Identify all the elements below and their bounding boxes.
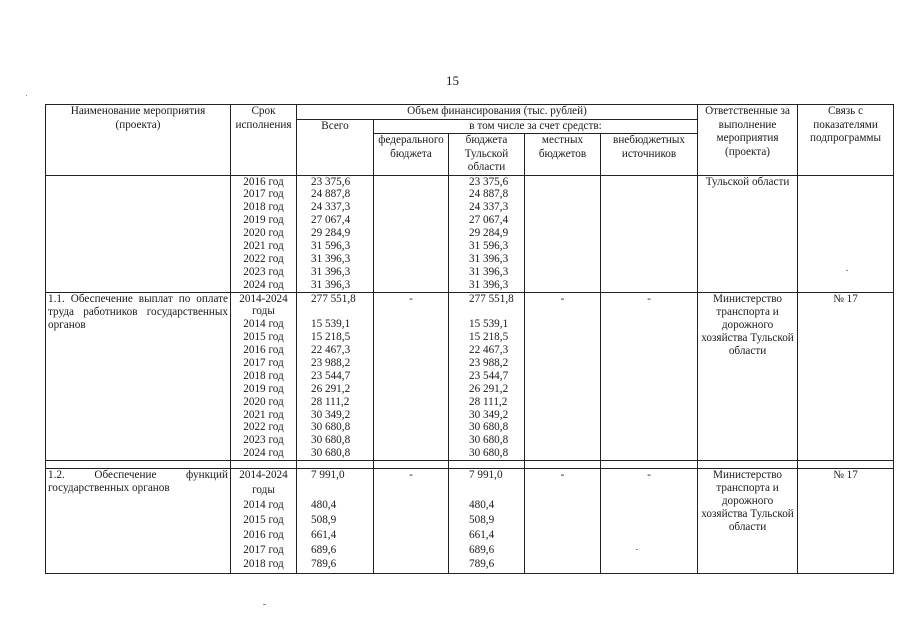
regional-value: 26 291,2: [469, 382, 509, 395]
header-regional: бюджета Тульской области: [449, 134, 525, 176]
federal-text: -: [409, 469, 413, 482]
regional-value: 22 467,3: [469, 344, 509, 357]
regional-value: 24 337,3: [469, 201, 509, 214]
regional-value: 661,4: [469, 528, 495, 541]
years-value: 2023 год: [243, 434, 284, 447]
years-value: годы: [252, 483, 275, 496]
regional-value: [469, 305, 522, 318]
cell-total: [297, 469, 374, 574]
cell-link: [798, 469, 894, 574]
header-funding: Объем финансирования (тыс. рублей): [297, 105, 698, 120]
cell-regional: [449, 292, 525, 461]
total-value: 29 284,9: [311, 227, 351, 240]
regional-value: 28 111,2: [469, 395, 508, 408]
years-value: 2018 год: [243, 201, 284, 214]
years-value: 2019 год: [243, 382, 284, 395]
total-value: 31 396,3: [311, 265, 351, 278]
cell-responsible: [698, 469, 798, 574]
total-value: 22 467,3: [311, 344, 351, 357]
regional-value: 15 218,5: [469, 331, 509, 344]
header-term: Срок исполнения: [231, 105, 297, 176]
total-value: 7 991,0: [311, 469, 345, 482]
years-value: 2015 год: [243, 331, 284, 344]
years-value: 2018 год: [243, 558, 284, 571]
years-value: 2014 год: [243, 318, 284, 331]
responsible-text: Министерство транспорта и дорожного хозяйства Тульской области: [701, 469, 794, 534]
link-text: № 17: [833, 292, 858, 305]
total-value: 31 396,3: [311, 252, 351, 265]
local-text: -: [560, 469, 565, 482]
cell-extra: [601, 469, 698, 574]
header-name: Наименование мероприятия (проекта): [46, 105, 231, 176]
total-value: 15 218,5: [311, 331, 351, 344]
responsible-text: Тульской области: [705, 175, 790, 188]
years-value: 2016 год: [243, 175, 284, 188]
header-total: Всего: [297, 119, 374, 175]
years-value: 2014-2024: [239, 292, 288, 305]
years-value: 2024 год: [243, 278, 284, 291]
years-value: годы: [252, 305, 275, 318]
regional-value: 30 680,8: [469, 447, 509, 460]
cell-years: [231, 292, 297, 461]
cell-extra: [601, 175, 698, 292]
total-value: 31 396,3: [311, 278, 351, 291]
total-value: 508,9: [311, 513, 337, 526]
regional-value: 789,6: [469, 558, 495, 571]
total-value: [311, 484, 371, 499]
cell-local: [525, 469, 601, 574]
cell-name: [46, 292, 231, 461]
regional-value: 31 596,3: [469, 239, 509, 252]
total-value: 480,4: [311, 498, 337, 511]
years-value: 2020 год: [243, 227, 284, 240]
regional-value: 30 349,2: [469, 408, 509, 421]
cell-local: [525, 292, 601, 461]
regional-value: 23 375,6: [469, 175, 509, 188]
cell-extra: [601, 292, 698, 461]
years-value: 2023 год: [243, 265, 284, 278]
regional-value: 23 988,2: [469, 356, 509, 369]
federal-text: -: [409, 292, 413, 305]
total-value: 661,4: [311, 528, 337, 541]
total-value: 15 539,1: [311, 318, 351, 331]
header-federal: федерального бюджета: [374, 134, 449, 176]
regional-value: 31 396,3: [469, 265, 509, 278]
years-value: 2015 год: [243, 513, 284, 526]
regional-value: 689,6: [469, 543, 495, 556]
total-value: 24 337,3: [311, 201, 351, 214]
spacer-row: [46, 461, 894, 469]
years-value: 2017 год: [243, 188, 284, 201]
page-number: 15: [446, 73, 459, 88]
years-value: 2016 год: [243, 344, 284, 357]
regional-value: 29 284,9: [469, 227, 509, 240]
total-value: 30 680,8: [311, 434, 351, 447]
total-value: 31 596,3: [311, 239, 351, 252]
cell-name: [46, 469, 231, 574]
regional-value: 7 991,0: [469, 469, 503, 482]
years-value: 2017 год: [243, 356, 284, 369]
years-value: 2017 год: [243, 543, 284, 556]
name-text: 1.1. Обеспечение выплат по оплате труда работников государственных органов: [48, 292, 228, 331]
years-value: 2021 год: [243, 408, 284, 421]
cell-federal: [374, 175, 449, 292]
total-value: 277 551,8: [311, 292, 356, 305]
regional-value: 15 539,1: [469, 318, 509, 331]
cell-federal: [374, 292, 449, 461]
total-value: 30 680,8: [311, 447, 351, 460]
regional-value: 508,9: [469, 513, 495, 526]
cell-regional: [449, 175, 525, 292]
years-value: 2024 год: [243, 447, 284, 460]
regional-value: 31 396,3: [469, 278, 509, 291]
regional-value: 27 067,4: [469, 214, 509, 227]
cell-years: [231, 175, 297, 292]
header-including: в том числе за счет средств:: [374, 119, 698, 134]
years-value: 2014-2024: [239, 469, 288, 482]
cell-total: [297, 292, 374, 461]
extra-text: -: [647, 469, 651, 482]
cell-name: [46, 175, 231, 292]
link-text: № 17: [833, 469, 858, 482]
total-value: 28 111,2: [311, 395, 350, 408]
cell-years: [231, 469, 297, 574]
total-value: 23 988,2: [311, 356, 351, 369]
cell-responsible: [698, 292, 798, 461]
years-value: 2020 год: [243, 395, 284, 408]
table-row: [46, 469, 894, 574]
cell-link: [798, 292, 894, 461]
responsible-text: Министерство транспорта и дорожного хозяйства Тульской области: [701, 292, 794, 357]
regional-value: 277 551,8: [469, 292, 514, 305]
regional-value: [469, 484, 522, 499]
years-value: 2022 год: [243, 252, 284, 265]
table-row: [46, 292, 894, 461]
regional-value: 30 680,8: [469, 434, 509, 447]
regional-value: 24 887,8: [469, 188, 509, 201]
header-local: местных бюджетов: [525, 134, 601, 176]
regional-value: 480,4: [469, 498, 495, 511]
cell-local: [525, 175, 601, 292]
regional-value: 30 680,8: [469, 421, 509, 434]
years-value: 2016 год: [243, 528, 284, 541]
total-value: 689,6: [311, 543, 337, 556]
header-responsible: Ответственные за выполнение мероприятия (проекта): [698, 105, 798, 176]
years-value: 2022 год: [243, 421, 284, 434]
total-value: 24 887,8: [311, 188, 351, 201]
table-row: [46, 175, 894, 292]
years-value: 2018 год: [243, 369, 284, 382]
local-text: -: [560, 292, 565, 305]
regional-value: 23 544,7: [469, 369, 509, 382]
cell-total: [297, 175, 374, 292]
header-extra: внебюджетных источников: [601, 134, 698, 176]
cell-federal: [374, 469, 449, 574]
total-value: 30 349,2: [311, 408, 351, 421]
years-value: 2021 год: [243, 239, 284, 252]
funding-table: [45, 104, 894, 574]
total-value: 23 544,7: [311, 369, 351, 382]
total-value: 30 680,8: [311, 421, 351, 434]
cell-regional: [449, 469, 525, 574]
total-value: 23 375,6: [311, 175, 351, 188]
cell-link: [798, 175, 894, 292]
name-text: 1.2. Обеспечение функций государственных органов: [48, 469, 228, 495]
cell-responsible: [698, 175, 798, 292]
years-value: 2019 год: [243, 214, 284, 227]
total-value: 26 291,2: [311, 382, 351, 395]
years-value: 2014 год: [243, 498, 284, 511]
header-link: Связь с показателями подпрограммы: [798, 105, 894, 176]
total-value: 789,6: [311, 558, 337, 571]
total-value: [311, 305, 371, 318]
regional-value: 31 396,3: [469, 252, 509, 265]
extra-text: -: [647, 292, 651, 305]
total-value: 27 067,4: [311, 214, 351, 227]
